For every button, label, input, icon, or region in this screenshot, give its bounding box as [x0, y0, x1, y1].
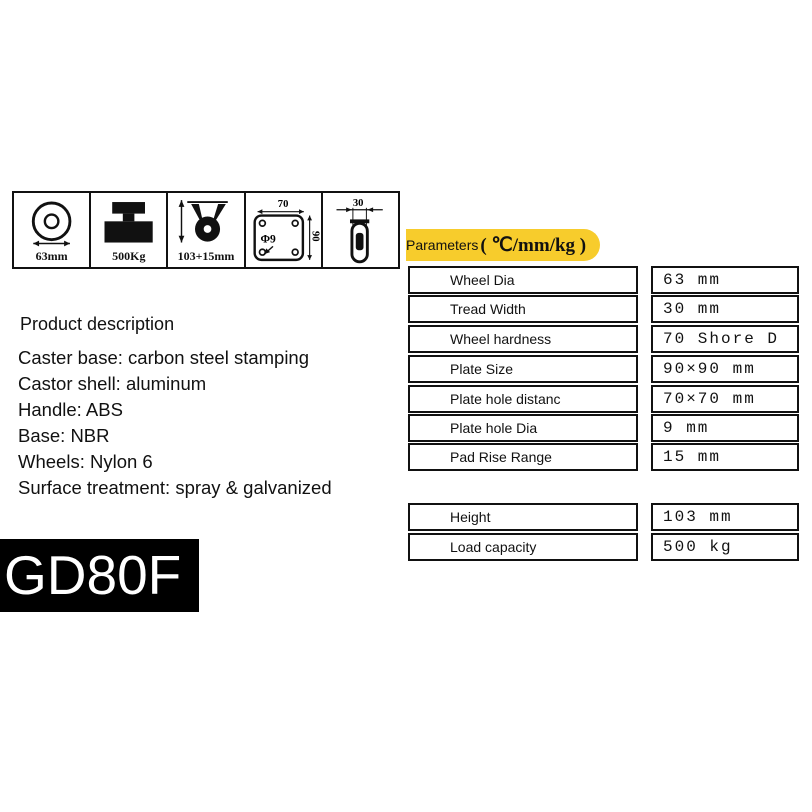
param-row-plate-size — [408, 355, 800, 383]
param-row-load-capacity — [408, 533, 800, 561]
caster-height-cell — [168, 193, 245, 267]
param-label: Load capacity — [408, 533, 638, 561]
tread-width-label: 30 — [352, 197, 364, 209]
param-row-wheel-dia — [408, 266, 800, 294]
param-row-wheel-hardness — [408, 325, 800, 353]
parameters-label: Parameters — [406, 237, 479, 253]
description-item: Base: NBR — [18, 425, 110, 446]
plate-hole-dia-label: Φ9 — [260, 232, 276, 246]
param-value: 30 mm — [651, 295, 799, 323]
param-label: Plate hole Dia — [408, 414, 638, 442]
param-label: Tread Width — [408, 295, 638, 323]
param-label: Pad Rise Range — [408, 443, 638, 471]
param-label: Plate hole distanc — [408, 385, 638, 413]
description-item: Wheels: Nylon 6 — [18, 451, 153, 472]
tread-width-icon — [323, 193, 398, 267]
description-item: Surface treatment: spray & galvanized — [18, 477, 332, 498]
description-heading: Product description — [20, 314, 175, 334]
wheel-diameter-cell — [14, 193, 91, 267]
param-value: 103 mm — [651, 503, 799, 531]
plate-size-label: 90 — [309, 230, 321, 242]
plate-hole-distance-label: 70 — [277, 198, 289, 210]
param-value: 63 mm — [651, 266, 799, 294]
mounting-plate-icon — [246, 193, 321, 267]
param-value: 15 mm — [651, 443, 799, 471]
parameters-unit: ( ℃/mm/kg ) — [480, 234, 587, 256]
mounting-plate-cell — [246, 193, 323, 267]
description-item: Handle: ABS — [18, 399, 123, 420]
param-label: Plate Size — [408, 355, 638, 383]
param-label: Wheel Dia — [408, 266, 638, 294]
param-value: 500 kg — [651, 533, 799, 561]
param-row-plate-hole-dia — [408, 414, 800, 442]
param-value: 70×70 mm — [651, 385, 799, 413]
spec-icon-strip — [12, 191, 400, 269]
wheel-diameter-caption: 63mm — [35, 249, 68, 263]
param-row-height — [408, 503, 800, 531]
description-item: Caster base: carbon steel stamping — [18, 347, 310, 368]
param-row-pad-rise-range — [408, 443, 800, 471]
param-label: Wheel hardness — [408, 325, 638, 353]
param-row-tread-width — [408, 295, 800, 323]
param-row-plate-hole-distance — [408, 385, 800, 413]
param-value: 9 mm — [651, 414, 799, 442]
caster-height-caption: 103+15mm — [177, 249, 235, 263]
param-label: Height — [408, 503, 638, 531]
param-value: 90×90 mm — [651, 355, 799, 383]
model-number-badge: GD80F — [0, 539, 199, 612]
description-item: Castor shell: aluminum — [18, 373, 207, 394]
param-value: 70 Shore D — [651, 325, 799, 353]
description-list — [18, 345, 332, 501]
load-weight-cell — [91, 193, 168, 267]
parameters-title — [406, 229, 600, 261]
load-weight-caption: 500Kg — [112, 249, 146, 263]
tread-width-cell — [323, 193, 398, 267]
